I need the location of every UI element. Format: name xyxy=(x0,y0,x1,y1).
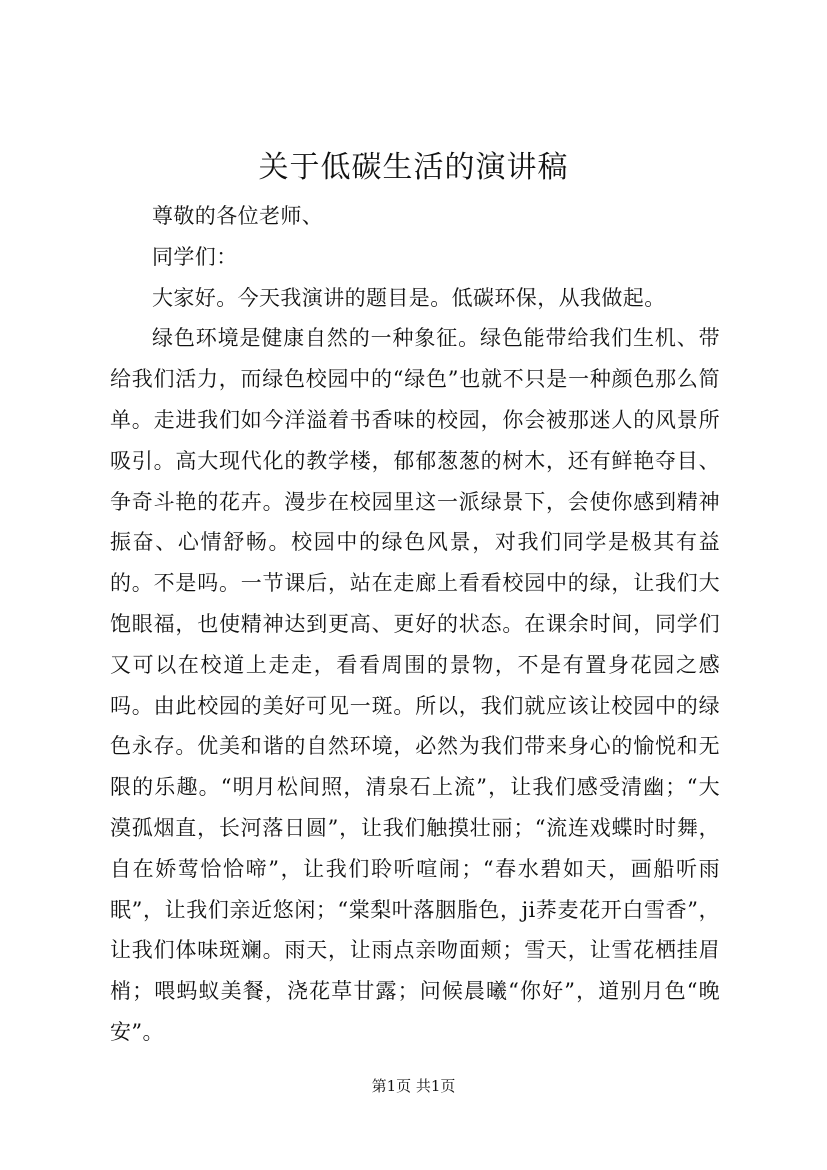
greeting-paragraph: 大家好。今天我演讲的题目是。低碳环保，从我做起。 xyxy=(152,285,666,310)
salutation-line-1: 尊敬的各位老师、 xyxy=(152,204,324,228)
page-number-footer: 第1页 共1页 xyxy=(371,1077,456,1095)
document-title: 关于低碳生活的演讲稿 xyxy=(258,150,569,185)
body-paragraph: 绿色环境是健康自然的一种象征。绿色能带给我们生机、带给我们活力，而绿色校园中的“绿色”也就不只是一种颜色那么简单。走进我们如今洋溢着书香味的校园，你会被那迷人的风景所吸引。高大现代化的教学楼，郁郁葱葱的树木，还有鲜艳夺目、争奇斗艳的花卉。漫步在校园里这一派绿景下，会使你感到精神振奋、心情舒畅。校园中的绿色风景，对我们同学是极其有益的。不是吗。一节课后，站在走廊上看看校园中的绿，让我们大饱眼福，也使精神达到更高、更好的状态。在课余时间，同学们又可以在校道上走走，看看周围的景物，不是有置身花园之感吗。由此校园的美好可见一斑。所以，我们就应该让校园中的绿色永存。优美和谐的自然环境，必然为我们带来身心的愉悦和无限的乐趣。“明月松间照，清泉石上流”，让我们感受清幽；“大漠孤烟直，长河落日圆”，让我们触摸壮丽；“流连戏蝶时时舞，自在娇莺恰恰啼”，让我们聆听喧闹；“春水碧如天，画船听雨眠”，让我们亲近悠闲；“棠梨叶落胭脂色，ji荞麦花开白雪香”，让我们体味斑斓。雨天，让雨点亲吻面颊；雪天，让雪花栖挂眉梢；喂蚂蚁美餐，浇花草甘露；问候晨曦“你好”，道别月色“晚安”。 xyxy=(110,326,720,1044)
salutation-line-2: 同学们： xyxy=(152,244,238,269)
document-body xyxy=(110,196,720,1053)
